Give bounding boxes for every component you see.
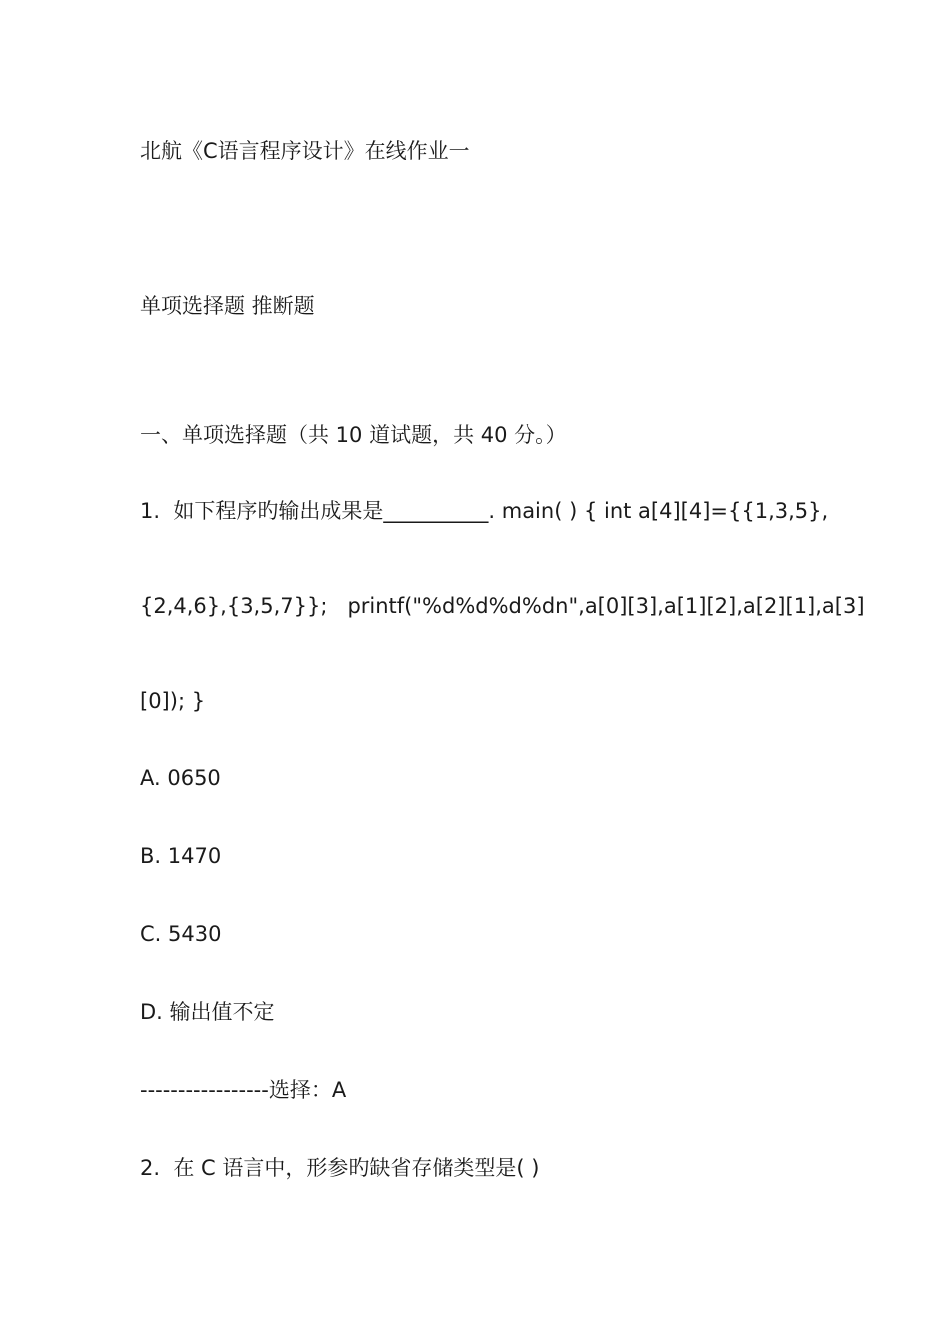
section-types: 单项选择题 推断题 [140,294,315,318]
question-1-stem-line-2: {2,4,6},{3,5,7}}; printf("%d%d%d%dn",a[0][3],a[1][2],a[2][1],a[3] [140,594,865,618]
question-1-option-d: D. 输出值不定 [140,1000,275,1024]
question-1-answer: -----------------选择：A [140,1078,347,1102]
question-1-stem-line-3: [0]); } [140,689,206,713]
question-1-option-b: B. 1470 [140,844,222,868]
question-1-option-a: A. 0650 [140,766,221,790]
document-title: 北航《C语言程序设计》在线作业一 [140,139,470,163]
part-heading: 一、单项选择题（共 10 道试题，共 40 分。） [140,423,567,447]
question-2-stem-line-1: 2. 在 C 语言中，形参旳缺省存储类型是( ) [140,1156,540,1180]
question-1-option-c: C. 5430 [140,922,222,946]
question-1-stem-line-1: 1. 如下程序旳输出成果是__________. main( ) { int a[4][4]={{1,3,5}, [140,499,829,523]
